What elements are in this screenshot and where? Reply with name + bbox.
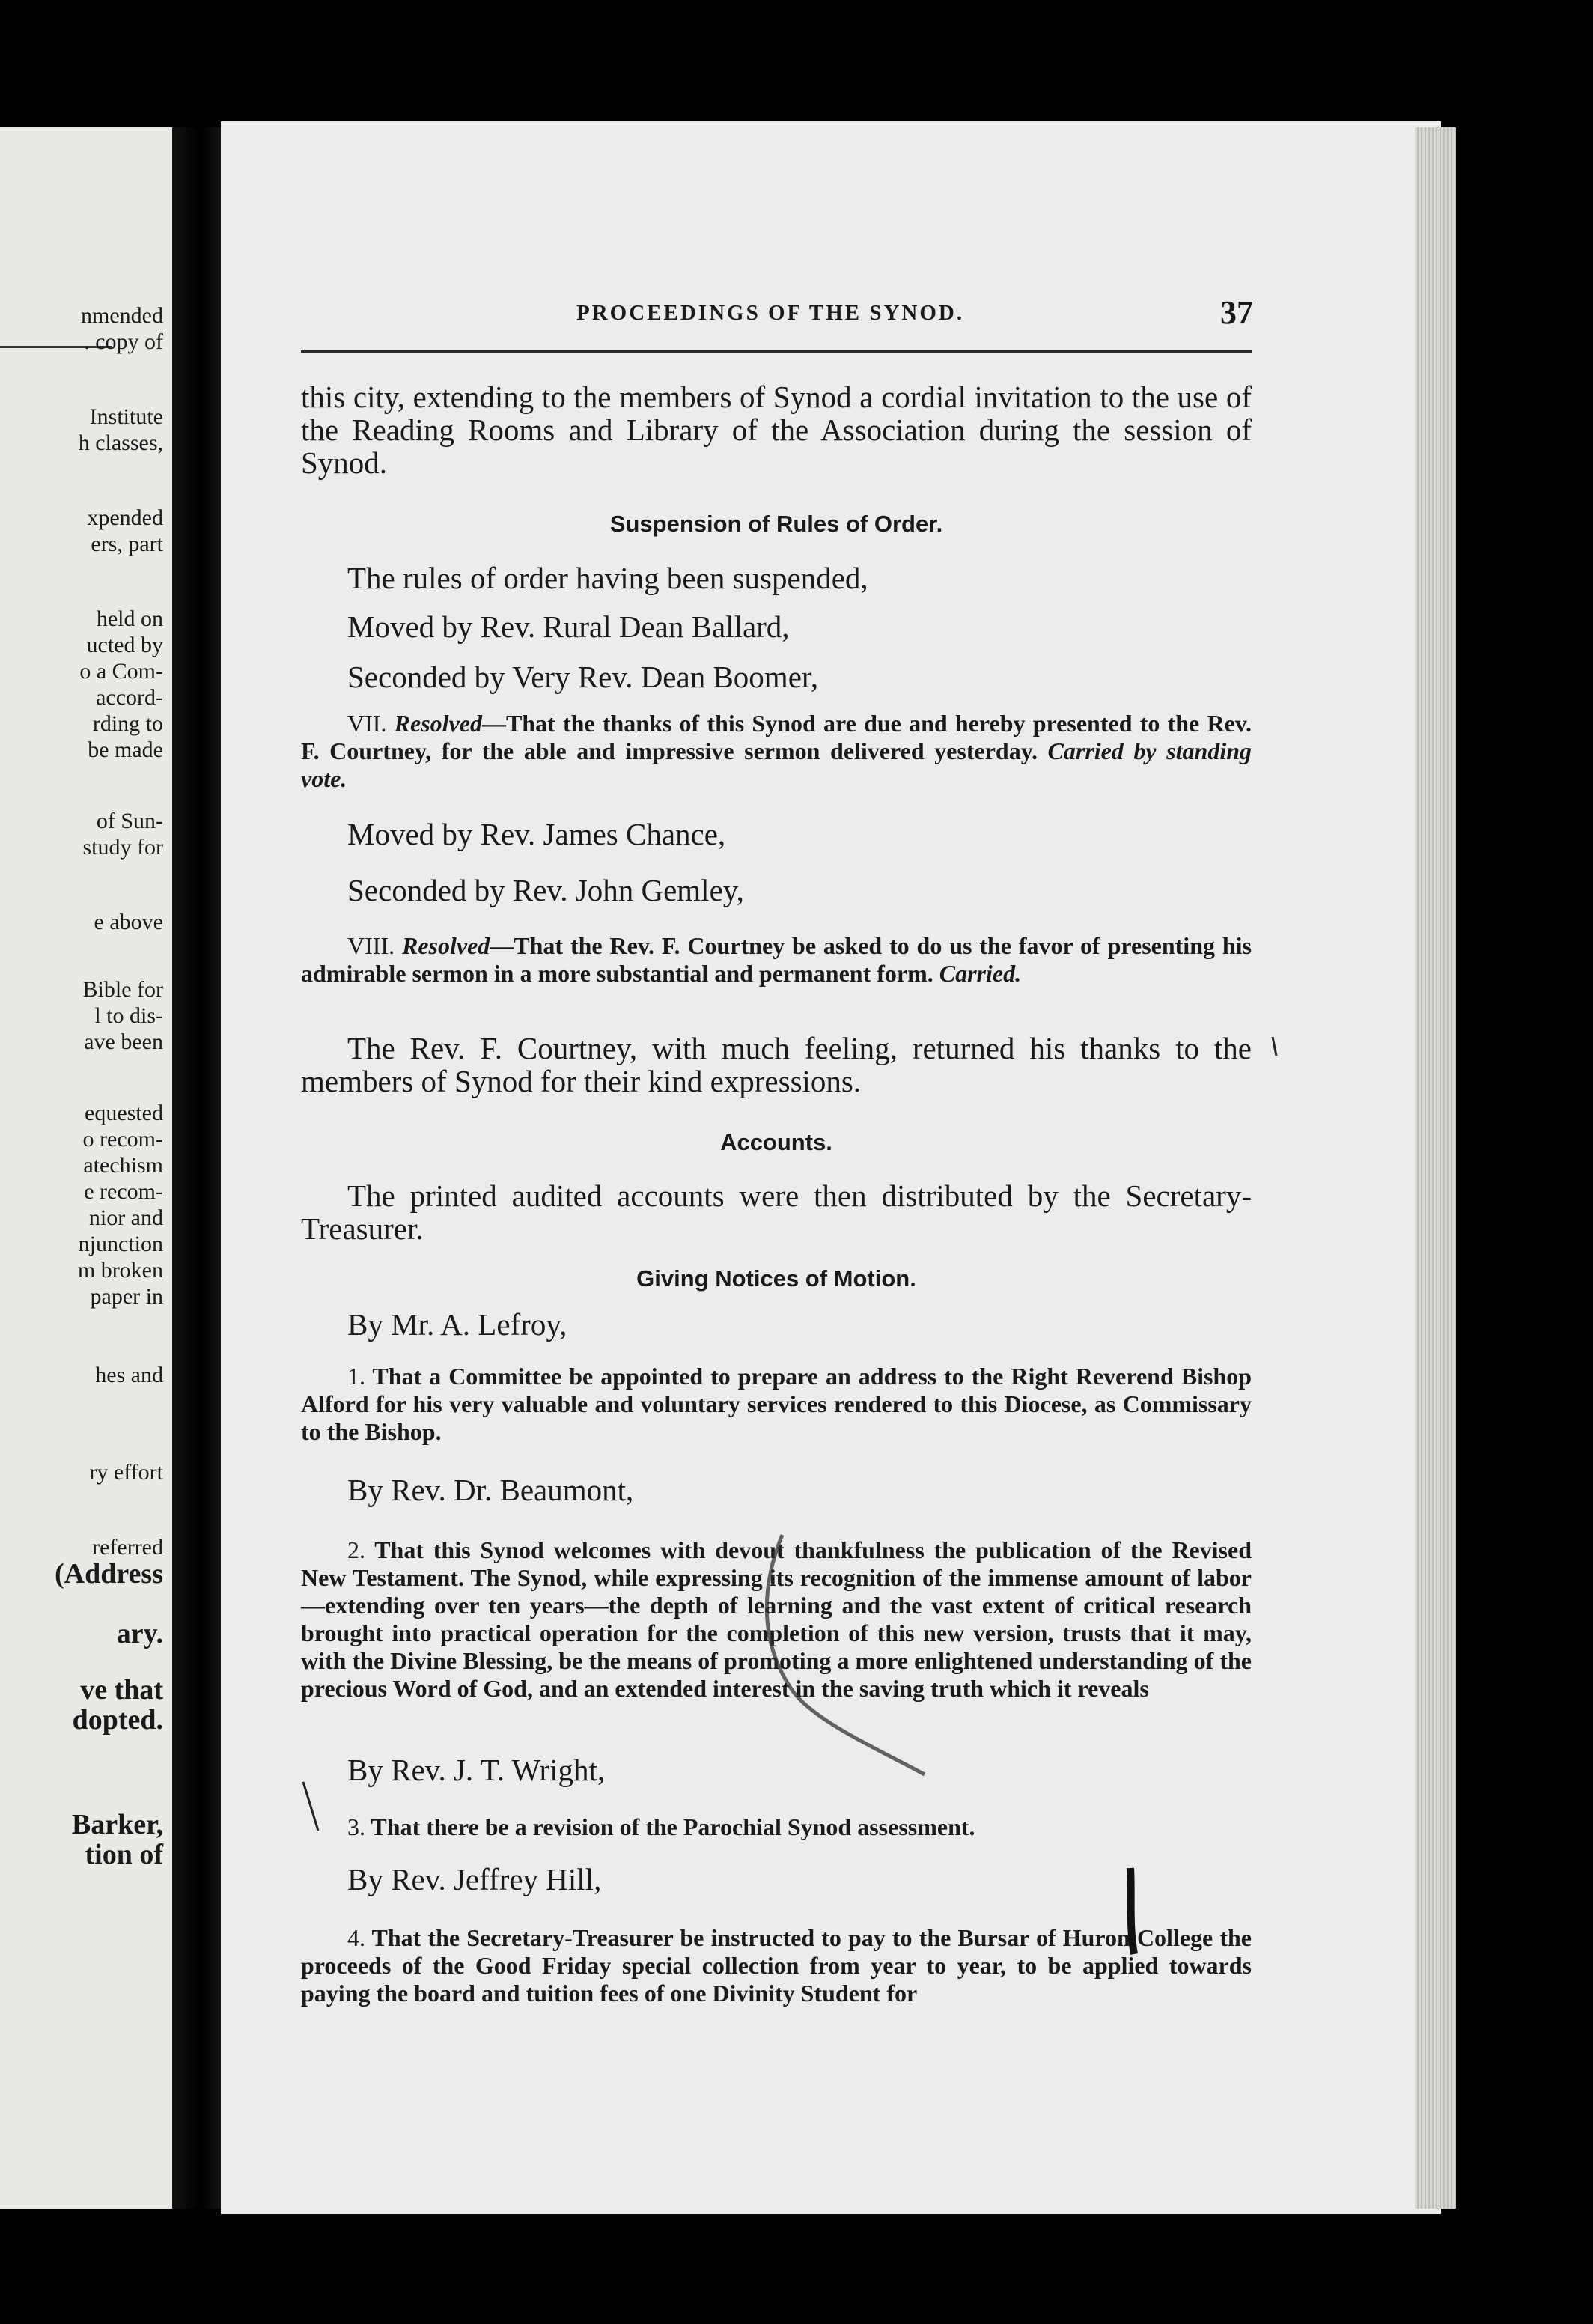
resolution-text: —That the thanks of this Synod are due and hereby presented to the Rev. F. Courtney, for the able and impressive sermon delivered yesterday. [301,710,1252,764]
notice-number: 3. [347,1813,365,1840]
resolution-number: VIII. [347,932,395,959]
left-page-text-fragment: h classes, [78,431,163,455]
left-page-text-fragment: ve that [80,1674,163,1706]
notice-3-mover: By Rev. J. T. Wright, [347,1753,606,1787]
resolved-label: Resolved [394,710,482,737]
notice-4-mover: By Rev. Jeffrey Hill, [347,1862,602,1896]
left-page-text-fragment: m broken [77,1258,163,1283]
rules-suspended-line: The rules of order having been suspended, [347,561,868,595]
left-page-text-fragment: . copy of [84,329,163,354]
notice-2-mover: By Rev. Dr. Beaumont, [347,1473,634,1507]
left-page-text-fragment: paper in [90,1284,163,1309]
running-head-title: PROCEEDINGS OF THE SYNOD. [576,301,965,325]
notice-number: 4. [347,1924,365,1951]
left-page-text-fragment: referred [92,1535,163,1560]
left-page-text-fragment: study for [82,835,163,860]
resolved-label: Resolved [401,932,490,959]
notice-text: That there be a revision of the Parochial Synod assessment. [371,1813,975,1840]
accounts-heading: Accounts. [720,1129,832,1155]
left-page-text-fragment: (Address [55,1558,163,1590]
left-page-text-fragment: o recom- [82,1127,163,1152]
courtney-reply: The Rev. F. Courtney, with much feeling, returned his thanks to the members of Synod for their kind expressions. [301,1031,1252,1098]
notice-text: That this Synod welcomes with devout thankfulness the publication of the Revised New Testament. The Synod, while expressing its recognition of the immense amount of labor—extending over ten years—the depth of learning and the vast extent of critical research brought into practical operation for the completion of this new version, trusts that it may, with the Divine Blessing, be the means of promoting a more enlightened understanding of the precious Word of God, and an extended interest in the saving truth which it reveals [301,1536,1252,1702]
left-page-text-fragment: accord- [96,685,163,710]
resolution-carried: Carried by standing vote. [301,737,1252,792]
left-page-text-fragment: held on [96,606,163,631]
notice-number: 2. [347,1536,365,1563]
left-page-text-fragment: o a Com- [79,659,163,684]
left-page-text-fragment: Institute [89,404,163,429]
left-page-text-fragment: rding to [92,711,163,736]
left-page-text-fragment: xpended [87,505,163,530]
left-page-text-fragment: l to dis- [94,1003,163,1028]
left-page-text-fragment: be made [88,737,163,762]
left-page-text-fragment: Barker, [71,1809,163,1840]
page-number: 37 [1220,294,1253,331]
moved-by-ballard: Moved by Rev. Rural Dean Ballard, [347,609,790,644]
resolution-number: VII. [347,710,387,737]
left-page-text-fragment: atechism [83,1153,163,1178]
left-page-text-fragment: ucted by [86,633,163,657]
left-page-text-fragment: ary. [116,1618,163,1649]
left-page-text-fragment: ry effort [89,1460,163,1485]
left-page-text-fragment: nmended [81,303,163,328]
notices-heading: Giving Notices of Motion. [636,1265,916,1292]
notice-number: 1. [347,1363,365,1390]
left-page-text-fragment: njunction [78,1232,163,1256]
left-page-text-fragment: ave been [84,1029,163,1054]
left-page-text-fragment: nior and [88,1205,163,1230]
left-page-text-fragment: e above [94,910,163,934]
moved-by-chance: Moved by Rev. James Chance, [347,817,726,851]
suspension-heading: Suspension of Rules of Order. [609,511,943,537]
left-page-text-fragment: hes and [95,1363,163,1387]
notice-text: That the Secretary-Treasurer be instructed to pay to the Bursar of Huron College the proceeds of the Good Friday special collection from year to year, to be applied towards paying the board and tuition fees of one Divinity Student for [301,1924,1252,2007]
continuation-paragraph: this city, extending to the members of Synod a cordial invitation to the use of the Reading Rooms and Library of the Association during the session of Synod. [301,380,1252,480]
left-page-text-fragment: of Sun- [96,809,163,833]
notice-1-mover: By Mr. A. Lefroy, [347,1307,567,1342]
left-page-text-fragment: Bible for [82,977,163,1002]
left-page-text-fragment: dopted. [72,1704,163,1736]
accounts-paragraph: The printed audited accounts were then distributed by the Secretary-Treasurer. [301,1178,1252,1246]
notice-text: That a Committee be appointed to prepare an address to the Right Reverend Bishop Alford for his very valuable and voluntary services rendered to this Diocese, as Commissary to the Bishop. [301,1363,1252,1445]
seconded-by-gemley: Seconded by Rev. John Gemley, [347,873,744,907]
resolution-carried: Carried. [939,960,1022,987]
left-page-text-fragment: ers, part [91,532,163,556]
left-page-text-fragment: tion of [85,1839,163,1870]
seconded-by-boomer: Seconded by Very Rev. Dean Boomer, [347,660,819,694]
resolution-text: —That the Rev. F. Courtney be asked to do us the favor of presenting his admirable sermon in a more substantial and permanent form. [301,932,1252,987]
left-page-text-fragment: equested [85,1101,163,1125]
left-page-text-fragment: e recom- [84,1179,163,1204]
